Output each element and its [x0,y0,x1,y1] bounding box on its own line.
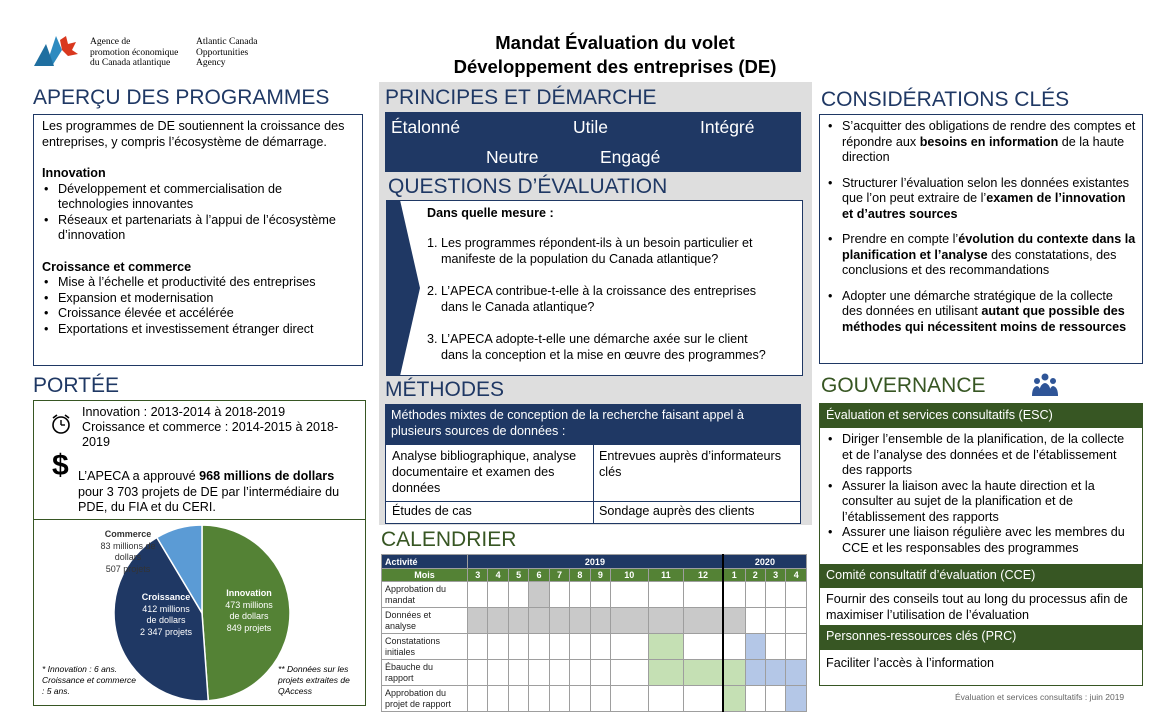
cal-month: 5 [508,569,528,582]
cal-row-label [382,582,468,608]
cal-cell [786,608,807,634]
prc-text: Faciliter l’accès à l’information [826,656,994,670]
cal-cell [549,582,569,608]
cal-month: 12 [684,569,723,582]
cal-row-label-1: Données et [385,609,432,620]
alarm-clock-icon [50,413,72,435]
cal-row-label-2: mandat [385,594,416,605]
cal-cell [529,608,549,634]
cal-cell [488,686,508,712]
list-item [826,289,1136,336]
croissance-name: Croissance [141,592,191,602]
cal-cell [611,608,648,634]
cal-cell [765,660,785,686]
principe-neutre: Neutre [486,147,539,167]
cal-row-label-1: Constatations [385,635,441,646]
croissance-list [42,275,354,337]
cal-cell [648,660,684,686]
methode-sondage: Sondage auprès des clients [599,504,755,518]
cal-cell [549,634,569,660]
innovation-projects: 849 projets [226,622,272,633]
cal-cell [684,660,723,686]
list-item: • Mise à l’échelle et productivité des entreprises [42,275,354,291]
cal-row-label [382,634,468,660]
cal-cell [611,582,648,608]
pie-label-commerce [82,529,174,575]
cal-cell [745,582,765,608]
commerce-projects: 507 projets [105,563,151,574]
apercu-box [33,114,363,366]
cal-cell [488,582,508,608]
principes-box [385,112,801,172]
people-group-icon [1030,372,1060,398]
chevron-right-icon [386,200,420,376]
pie-note-left: * Innovation : 6 ans. Croissance et commerce : 5 ans. [42,664,137,696]
cal-cell [648,608,684,634]
title-line-2: Développement des entreprises (DE) [453,56,777,77]
gouvernance-heading: GOUVERNANCE [821,374,986,397]
cal-cell [468,686,488,712]
principe-engage: Engagé [600,147,661,167]
approved-post: pour 3 703 projets de DE par l’intermédiaire du PDE, du FIA et du CERI. [78,484,340,514]
cal-year-2020: 2020 [723,555,807,569]
question-3b: dans la conception et la mise en œuvre des programmes? [441,348,766,362]
methodes-banner: Méthodes mixtes de conception de la recherche faisant appel à plusieurs sources de données : [385,404,801,444]
cal-row-label-2: initiales [385,646,416,657]
cal-cell [745,634,765,660]
methode-etudes: Études de cas [392,504,472,518]
methode-entrevues: Entrevues auprès d’informateurs clés [599,449,782,479]
cal-row-label-1: Approbation du [385,583,447,594]
title-line-1: Mandat Évaluation du volet [495,32,735,53]
cal-year-2019: 2019 [468,555,723,569]
portee-approved [78,469,360,516]
cal-month: 3 [468,569,488,582]
question-2b: dans le Canada atlantique? [441,300,595,314]
cal-cell [508,634,528,660]
c1-post: de la haute direction [842,134,1125,164]
cal-mois-header: Mois [382,569,468,582]
cal-cell [765,608,785,634]
cal-cell [570,686,590,712]
list-item: • Croissance élevée et accélérée [42,306,354,322]
list-item [826,176,1136,223]
questions-heading: QUESTIONS D’ÉVALUATION [388,175,668,198]
cal-cell [786,660,807,686]
cal-month: 8 [570,569,590,582]
cal-cell [488,634,508,660]
cal-cell [745,660,765,686]
cal-cell [765,686,785,712]
calendar-table [381,554,807,712]
cal-month: 2 [745,569,765,582]
cal-cell [786,686,807,712]
innovation-list [42,182,354,244]
cal-cell [684,582,723,608]
commerce-name: Commerce [104,529,152,539]
cal-cell [549,686,569,712]
list-item: • Expansion et modernisation [42,291,354,307]
principe-utile: Utile [573,117,609,137]
questions-lead: Dans quelle mesure : [427,206,554,220]
c2-bold: examen de l’innovation et d’autres sources [842,191,1126,221]
c1-pre: S’acquitter des obligations de rendre des comptes et répondre aux [842,119,1136,149]
cal-cell [570,660,590,686]
commerce-unit: dollars [114,552,142,562]
cal-cell [723,634,745,660]
cal-cell [549,660,569,686]
c1-bold: besoins en information [919,134,1059,149]
footer-note: Évaluation et services consultatifs : juin 2019 [955,692,1125,702]
cal-month: 7 [549,569,569,582]
cal-month: 6 [529,569,549,582]
portee-box [33,400,366,520]
c3-post: des constatations, des conclusions et des recommandations [842,247,1117,277]
innovation-amount: 473 millions [225,599,273,610]
cal-cell [529,634,549,660]
portee-line-1: Innovation : 2013-2014 à 2018-2019 [82,405,286,419]
c4-pre: Adopter une démarche stratégique de la collecte des données en utilisant [842,288,1113,318]
question-3a: 3. L’APECA adopte-t-elle une démarche axée sur le client [427,332,748,346]
innovation-title: Innovation [42,166,106,180]
cal-month: 9 [590,569,610,582]
considerations-heading: CONSIDÉRATIONS CLÉS [821,88,1070,111]
principe-etalonne: Étalonné [391,117,461,137]
cal-cell [723,660,745,686]
cal-cell [590,634,610,660]
pie-label-croissance [128,592,204,638]
approved-pre: L’APECA a approuvé [78,469,200,483]
cal-cell [745,686,765,712]
cal-month: 1 [723,569,745,582]
cal-month: 4 [786,569,807,582]
logo [32,32,272,72]
methode-analyse: Analyse bibliographique, analyse documentaire et examen des données [392,449,577,495]
list-item: • Réseaux et partenariats à l’appui de l’écosystème d’innovation [42,213,354,244]
list-item [826,119,1136,166]
cal-row-label-2: rapport [385,672,414,683]
cal-cell [570,582,590,608]
cal-cell [684,634,723,660]
cal-row-label-1: Approbation du [385,687,447,698]
portee-heading: PORTÉE [33,374,119,397]
cal-cell [468,608,488,634]
cal-cell [611,634,648,660]
cal-cell [648,634,684,660]
logo-fr-2: promotion économique [90,47,179,58]
cal-cell [468,582,488,608]
esc-header: Évaluation et services consultatifs (ESC) [820,404,1142,428]
cal-cell [570,608,590,634]
esc-list [820,428,1142,564]
cal-month: 11 [648,569,684,582]
principe-integre: Intégré [700,117,755,137]
cce-text: Fournir des conseils tout au long du processus afin de maximiser l’utilisation de l’évaluation [826,592,1128,622]
cal-cell [570,634,590,660]
page-title [400,31,830,79]
portee-line-2: Croissance et commerce : 2014-2015 à 2018-2019 [82,420,339,449]
apercu-intro: Les programmes de DE soutiennent la croissance des entreprises, y compris l’écosystème de démarrage. [42,119,345,149]
question-1a: 1. Les programmes répondent-ils à un besoin particulier et [427,236,753,250]
cal-cell [648,686,684,712]
innovation-unit: de dollars [229,611,269,621]
list-item: • Assurer une liaison régulière avec les membres du CCE et les responsables des programmes [826,525,1136,556]
croissance-unit: de dollars [146,615,186,625]
cal-month: 3 [765,569,785,582]
cal-cell [611,660,648,686]
maple-leaf-logo-icon [32,32,80,68]
cal-cell [508,686,528,712]
cce-header: Comité consultatif d’évaluation (CCE) [820,564,1142,588]
cal-cell [590,582,610,608]
cal-activite-header: Activité [382,555,468,569]
methodes-heading: MÉTHODES [385,378,505,401]
logo-fr-3: du Canada atlantique [90,58,171,68]
croissance-amount: 412 millions [142,603,190,614]
logo-en-1: Atlantic Canada [196,37,258,47]
principes-heading: PRINCIPES ET DÉMARCHE [385,86,657,109]
cal-cell [648,582,684,608]
gouvernance-box [819,403,1143,686]
list-item: • Diriger l’ensemble de la planification, de la collecte et de l’analyse des données et de l’établissement des rapports [826,432,1136,479]
cal-cell [468,660,488,686]
commerce-amount: 83 millions de [100,540,156,551]
cal-row-label [382,660,468,686]
cal-cell [786,634,807,660]
list-item [826,232,1136,279]
pie-note-right: ** Données sur les projets extraites de QAccess [278,664,350,696]
cal-cell [590,608,610,634]
considerations-list [826,119,1136,335]
logo-en-2: Opportunities [196,47,249,58]
pie-chart-box [33,519,366,706]
cal-row-label-2: analyse [385,620,417,631]
logo-fr-1: Agence de [90,37,131,47]
cal-cell [765,582,785,608]
cal-cell [723,582,745,608]
considerations-box [819,114,1143,364]
cal-cell [684,608,723,634]
cal-row-label [382,686,468,712]
cal-row-label [382,608,468,634]
list-item: • Exportations et investissement étranger direct [42,322,354,338]
cal-cell [765,634,785,660]
cal-cell [549,608,569,634]
list-item: • Développement et commercialisation de technologies innovantes [42,182,354,213]
cal-cell [590,686,610,712]
prc-header: Personnes-ressources clés (PRC) [820,625,1142,650]
cal-cell [529,582,549,608]
dollar-icon: $ [52,449,69,482]
cal-cell [786,582,807,608]
cal-cell [488,608,508,634]
cal-cell [723,608,745,634]
cal-cell [508,582,528,608]
question-1b: manifeste de la population du Canada atlantique? [441,252,719,266]
approved-amount: 968 millions de dollars [199,469,335,483]
cal-cell [488,660,508,686]
cal-row-label-1: Ébauche du [385,661,434,672]
c4-bold: autant que possible des méthodes qui nécessitent moins de ressources [842,304,1127,334]
c2-pre: Structurer l’évaluation selon les données existantes que l’on peut extraire de l’ [842,175,1130,205]
c3-bold: évolution du contexte dans la planification et l’analyse [842,232,1136,262]
cal-cell [508,660,528,686]
calendrier-heading: CALENDRIER [381,528,517,551]
cal-cell [611,686,648,712]
innovation-name: Innovation [226,588,272,598]
cal-row-label-2: projet de rapport [385,698,452,709]
cal-cell [745,608,765,634]
questions-box [386,200,803,376]
methodes-grid [385,444,801,524]
cal-cell [723,686,745,712]
c3-pre: Prendre en compte l’ [842,232,959,246]
cal-cell [590,660,610,686]
croissance-projects: 2 347 projets [139,626,193,637]
croissance-title: Croissance et commerce [42,259,192,274]
cal-cell [508,608,528,634]
logo-en-3: Agency [196,58,226,68]
cal-cell [529,686,549,712]
question-2a: 2. L’APECA contribue-t-elle à la croissance des entreprises [427,284,757,298]
cal-month: 4 [488,569,508,582]
list-item: • Assurer la liaison avec la haute direction et la consulter au sujet de la planification et de l’établissement des rapports [826,479,1136,526]
cal-cell [529,660,549,686]
pie-label-innovation [214,588,284,634]
apercu-heading: APERÇU DES PROGRAMMES [33,86,330,109]
cal-cell [684,686,723,712]
cal-cell [468,634,488,660]
cal-month: 10 [611,569,648,582]
